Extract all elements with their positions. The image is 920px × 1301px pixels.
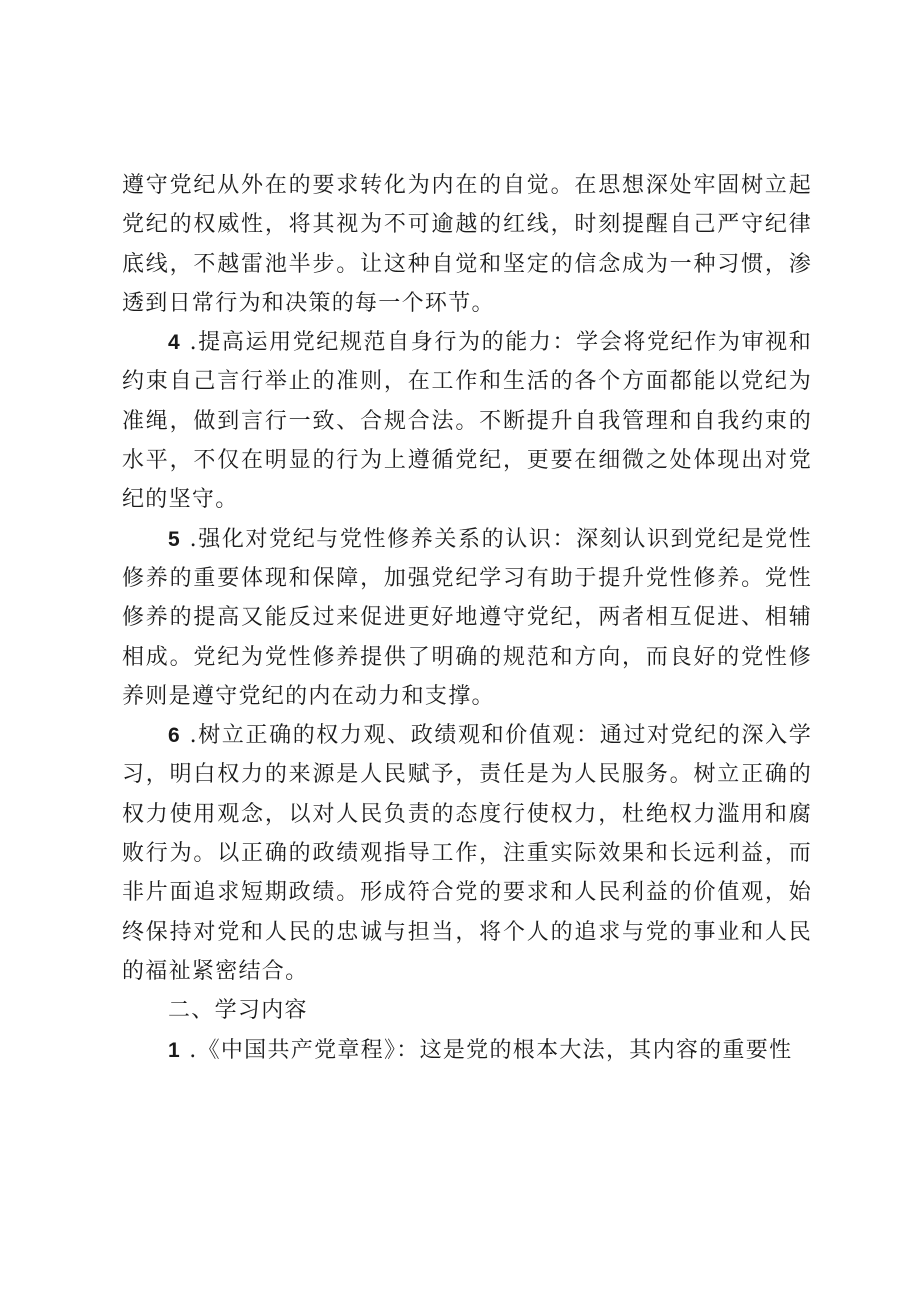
item-number: 4 <box>168 331 181 355</box>
item-text: .提高运用党纪规范自身行为的能力：学会将党纪作为审视和约束自己言行举止的准则，在工作和生活的各个方面都能以党纪为准绳，做到言行一致、合规合法。不断提升自我管理和自我约束的水平，不仅在明显的行为上遵循党纪，更要在细微之处体现出对党纪的坚守。 <box>122 330 812 513</box>
item-number: 5 <box>168 527 181 551</box>
paragraph-item-5 <box>122 520 812 716</box>
item-text: .强化对党纪与党性修养关系的认识：深刻认识到党纪是党性修养的重要体现和保障，加强党纪学习有助于提升党性修养。党性修养的提高又能反过来促进更好地遵守党纪，两者相互促进、相辅相成。党纪为党性修养提供了明确的规范和方向，而良好的党性修养则是遵守党纪的内在动力和支撑。 <box>122 526 812 709</box>
item-text: .《中国共产党章程》：这是党的根本大法，其内容的重要性 <box>180 1037 793 1063</box>
paragraph-item-1 <box>122 1031 812 1070</box>
item-text: .树立正确的权力观、政绩观和价值观：通过对党纪的深入学习，明白权力的来源是人民赋予，责任是为人民服务。树立正确的权力使用观念，以对人民负责的态度行使权力，杜绝权力滥用和腐败行为。以正确的政绩观指导工作，注重实际效果和长远利益，而非片面追求短期政绩。形成符合党的要求和人民利益的价值观，始终保持对党和人民的忠诚与担当，将个人的追求与党的事业和人民的福祉紧密结合。 <box>122 723 812 984</box>
item-number: 6 <box>168 724 181 748</box>
paragraph-item-4 <box>122 323 812 519</box>
item-number: 1 <box>168 1038 181 1062</box>
section-heading: 二、学习内容 <box>168 998 308 1024</box>
paragraph-intro: 遵守党纪从外在的要求转化为内在的自觉。在思想深处牢固树立起党纪的权威性，将其视为不可逾越的红线，时刻提醒自己严守纪律底线，不越雷池半步。让这种自觉和坚定的信念成为一种习惯，渗透到日常行为和决策的每一个环节。 <box>122 173 812 316</box>
paragraph-item-6 <box>122 716 812 991</box>
document-page <box>122 166 812 1070</box>
